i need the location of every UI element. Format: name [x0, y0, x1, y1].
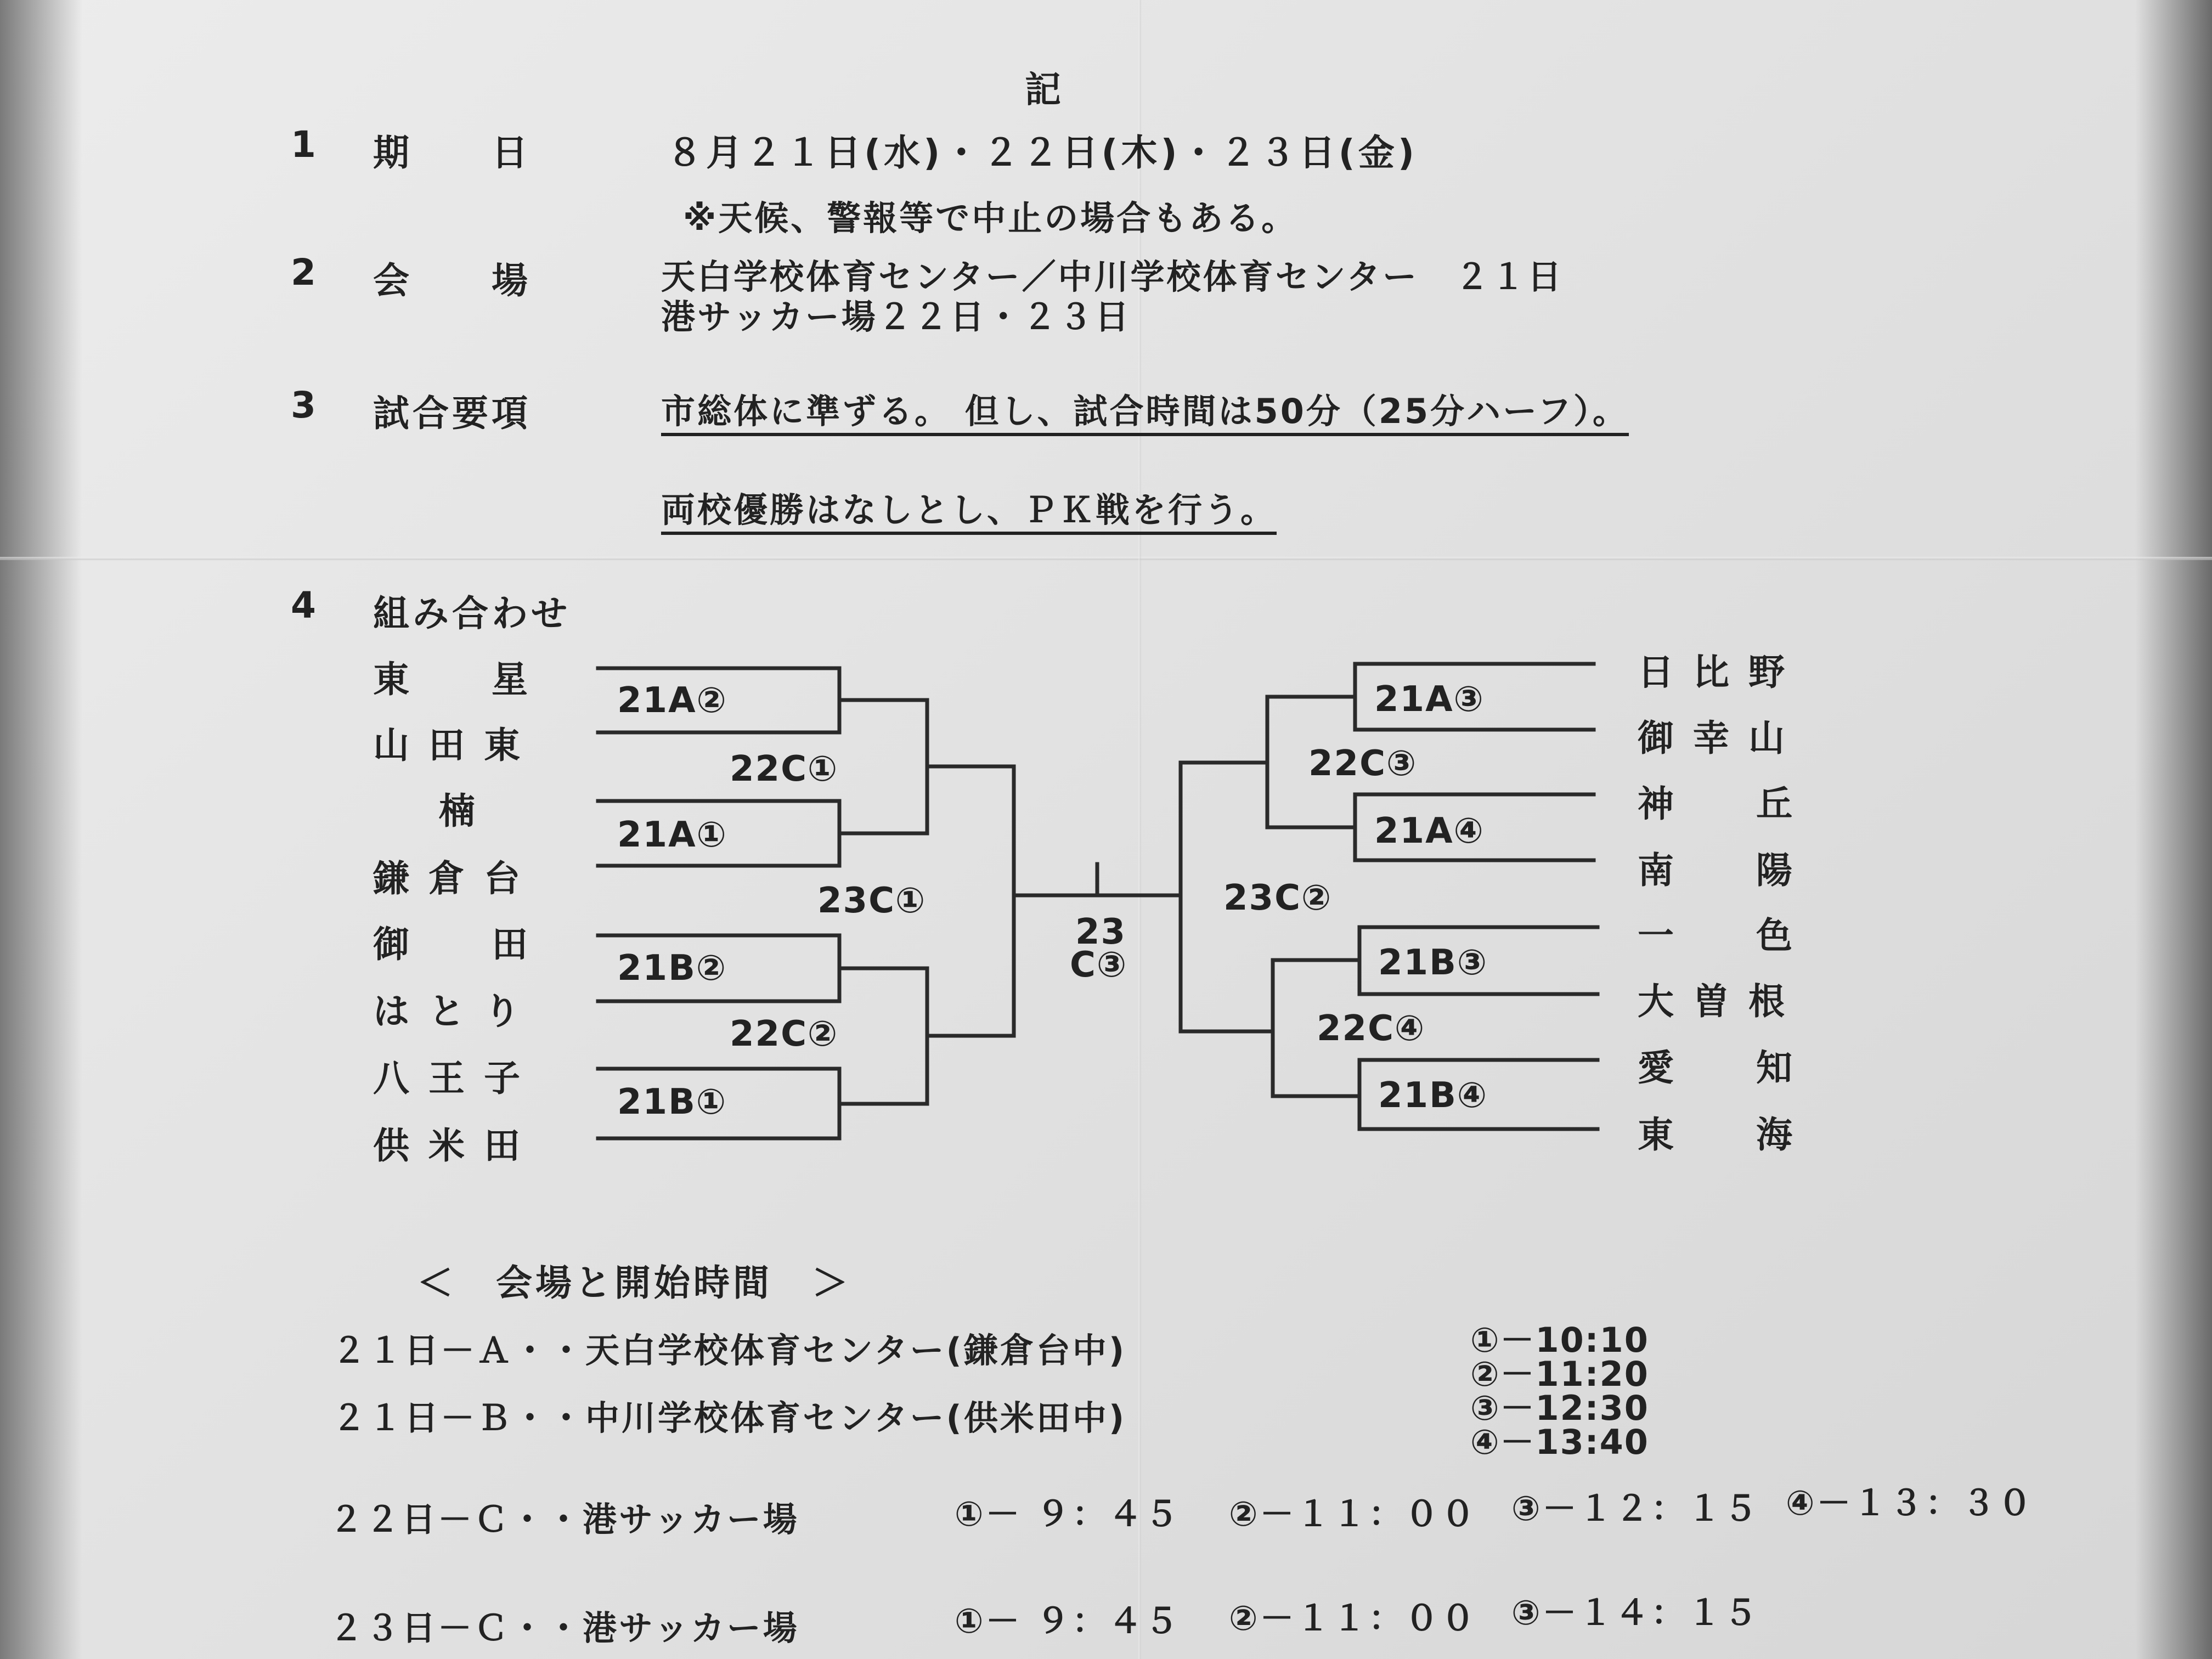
time-22-slot-4: ④－１３：３０: [1786, 1483, 2034, 1523]
section-1-number: 1: [291, 123, 319, 166]
match-label-21B4: 21B④: [1378, 1075, 1488, 1116]
match-label-23C1: 23C①: [817, 881, 927, 921]
time-23-slot-2: ②－１１：００: [1229, 1598, 1477, 1638]
team-right-5: 一 色: [1638, 915, 1796, 957]
match-label-22C2: 22C②: [730, 1014, 839, 1054]
time-21-slot-1: ①－10:10: [1470, 1320, 1649, 1360]
section-3-label: 試合要項: [373, 392, 531, 435]
section-1-dates: ８月２１日(水)・２２日(木)・２３日(金): [667, 132, 1418, 174]
time-23-slot-1: ①－ ９：４５: [955, 1601, 1181, 1641]
section-2-number: 2: [291, 251, 319, 294]
match-label-21A4: 21A④: [1374, 811, 1485, 851]
team-right-2: 御 幸 山: [1638, 717, 1788, 759]
time-22-slot-2: ②－１１：００: [1229, 1494, 1477, 1534]
section-4-label: 組み合わせ: [373, 592, 571, 635]
team-right-1: 日 比 野: [1638, 651, 1788, 693]
time-22-slot-3: ③－１２：１５: [1511, 1488, 1760, 1528]
time-21-slot-3: ③－12:30: [1470, 1388, 1649, 1428]
time-23-slot-3: ③－１４：１５: [1511, 1593, 1760, 1633]
schedule-heading: ＜ 会場と開始時間 ＞: [417, 1262, 851, 1304]
match-label-23C2: 23C②: [1223, 878, 1333, 918]
match-label-21B3: 21B③: [1378, 943, 1488, 983]
time-21-slot-2: ②－11:20: [1470, 1354, 1649, 1394]
team-left-2: 山 田 東: [373, 724, 523, 766]
schedule-row-21A: ２１日－Ａ・・天白学校体育センター(鎌倉台中): [332, 1330, 1127, 1370]
schedule-row-21B: ２１日－Ｂ・・中川学校体育センター(供米田中): [332, 1398, 1127, 1438]
team-left-8: 供 米 田: [373, 1125, 523, 1167]
team-left-6: は と り: [373, 990, 523, 1032]
match-label-22C3: 22C③: [1308, 743, 1418, 784]
section-3-rules-line-2: 両校優勝はなしとし、ＰＫ戦を行う。: [661, 490, 1277, 530]
match-label-21A2: 21A②: [617, 680, 727, 721]
section-1-label: 期 日: [373, 132, 531, 174]
time-21-slot-4: ④－13:40: [1470, 1422, 1649, 1462]
document-heading: 記: [1025, 69, 1064, 111]
team-left-3: 楠: [439, 790, 478, 832]
section-2-venue-line-1: 天白学校体育センター／中川学校体育センター ２１日: [661, 257, 1564, 297]
team-left-7: 八 王 子: [373, 1057, 523, 1099]
team-right-8: 東 海: [1638, 1114, 1796, 1156]
final-label-top: 23: [1075, 912, 1127, 952]
section-3-rules-line-1: 市総体に準ずる。 但し、試合時間は50分（25分ハーフ）。: [661, 391, 1629, 431]
schedule-row-22C: ２２日－Ｃ・・港サッカー場: [329, 1499, 799, 1539]
match-label-21B1: 21B①: [617, 1082, 727, 1122]
match-label-22C4: 22C④: [1317, 1008, 1426, 1049]
team-right-4: 南 陽: [1638, 849, 1796, 891]
section-2-label: 会 場: [373, 259, 531, 302]
schedule-row-23C: ２３日－Ｃ・・港サッカー場: [329, 1608, 799, 1648]
match-label-21A3: 21A③: [1374, 679, 1485, 720]
team-left-4: 鎌 倉 台: [373, 857, 523, 900]
section-2-venue-line-2: 港サッカー場２２日・２３日: [661, 297, 1131, 337]
time-22-slot-1: ①－ ９：４５: [955, 1494, 1181, 1534]
team-right-7: 愛 知: [1638, 1047, 1796, 1089]
final-label-bottom: C③: [1070, 945, 1128, 985]
team-left-5: 御 田: [373, 923, 531, 966]
team-left-1: 東 星: [373, 658, 531, 701]
match-label-21B2: 21B②: [617, 948, 727, 989]
match-label-21A1: 21A①: [617, 815, 727, 855]
team-right-6: 大 曽 根: [1638, 980, 1788, 1023]
section-1-note: ※天候、警報等で中止の場合もある。: [683, 198, 1298, 238]
section-4-number: 4: [291, 584, 319, 627]
section-3-number: 3: [291, 384, 319, 426]
match-label-22C1: 22C①: [730, 749, 839, 789]
team-right-3: 神 丘: [1638, 783, 1796, 825]
